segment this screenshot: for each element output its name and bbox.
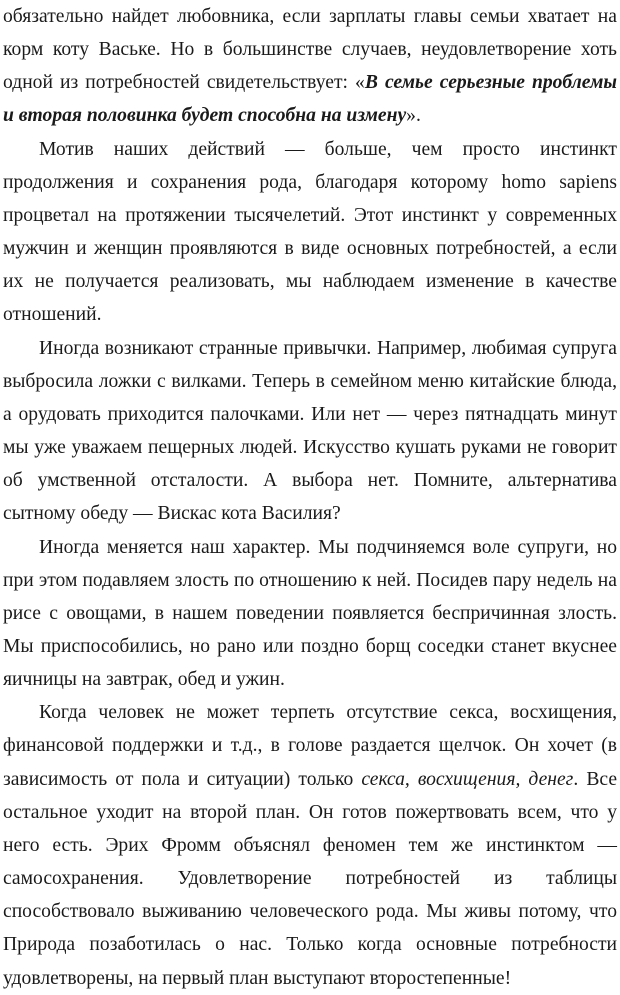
paragraph-3-text: Иногда возникают странные привычки. Например, любимая супруга выбросила ложки с вилками. Теперь в семейном меню китайские блюда, а орудовать приходится палочками. Или нет — через пятнадцать минут мы уже уважаем пещерных людей. Искусство кушать руками не говорит об умственной отсталости. А выбора нет. Помните, альтернатива сытному обеду — Вискас кота Василия?: [3, 337, 617, 525]
paragraph-2: [3, 133, 617, 332]
paragraph-4: [3, 531, 617, 697]
paragraph-4-text: Иногда меняется наш характер. Мы подчиняемся воле супруги, но при этом подавляем злость по отношению к ней. Посидев пару недель на рисе с овощами, в нашем поведении появляется беспричинная злость. Мы приспособились, но рано или поздно борщ соседки станет вкуснее яичницы на завтрак, обед и ужин.: [3, 536, 617, 691]
paragraph-1-text-a: обязательно найдет любовника, если зарплаты главы семьи хватает на корм коту Ваське. Но в большинстве случаев, неудовлетворение хоть одной из потребностей свидетельствует: «: [3, 6, 617, 94]
paragraph-5-text-a: Когда человек не может терпеть отсутствие секса, восхищения, финансовой поддержки и т.д., в голове раздается щелчок. Он хочет (в зависимость от пола и ситуации) только: [3, 702, 617, 790]
paragraph-5-text-b: . Все остальное уходит на второй план. Он готов пожертвовать всем, что у него есть. Эрих Фромм объяснял феномен тем же инстинктом — самосохранения. Удовлетворение потребностей из таблицы способствовало выживанию человеческого рода. Мы живы потому, что Природа позаботилась о нас. Только когда основные потребности удовлетворены, на первый план выступают второстепенные!: [3, 768, 618, 989]
paragraph-1-emphasis: В семье серьезные проблемы и вторая половинка будет способна на измену: [3, 72, 618, 127]
paragraph-1-text-b: ».: [406, 105, 421, 127]
document-page: [3, 0, 617, 995]
paragraph-5-italic: секса, восхищения, денег: [361, 768, 574, 790]
paragraph-5: [3, 696, 617, 994]
paragraph-1: [3, 0, 617, 133]
paragraph-3: [3, 332, 617, 531]
paragraph-2-text: Мотив наших действий — больше, чем просто инстинкт продолжения и сохранения рода, благодаря которому homo sapiens процветал на протяжении тысячелетий. Этот инстинкт у современных мужчин и женщин проявляются в виде основных потребностей, а если их не получается реализовать, мы наблюдаем изменение в качестве отношений.: [3, 138, 617, 326]
